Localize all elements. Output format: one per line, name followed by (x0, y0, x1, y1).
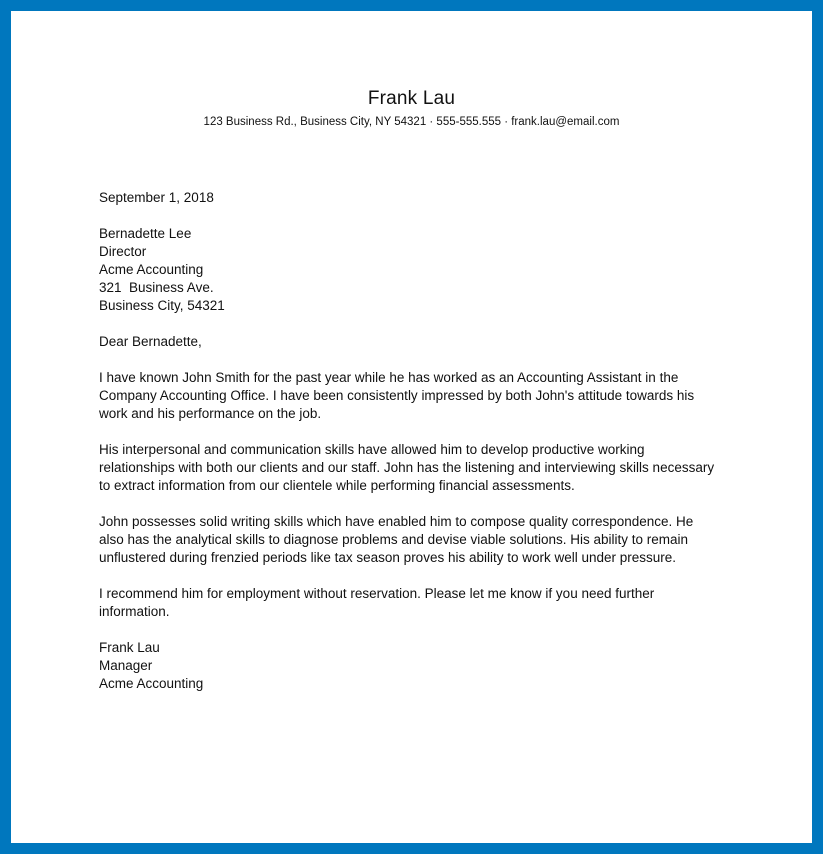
recipient-block (99, 225, 720, 315)
sender-name: Frank Lau (367, 88, 456, 109)
paragraph-1: I have known John Smith for the past year while he has worked as an Accounting Assistant in the Company Accounting Office. I have been consistently impressed by both John's attitude towards his work and his performance on the job. (99, 370, 698, 421)
paragraph-2: His interpersonal and communication skills have allowed him to develop productive working relationships with both our clients and our staff. John has the listening and interviewing skills necessary to extract information from our clientele while performing financial assessments. (99, 442, 718, 493)
salutation: Dear Bernadette, (99, 334, 202, 349)
recipient-company: Acme Accounting (99, 262, 204, 277)
recipient-street: 321 Business Ave. (99, 280, 214, 295)
signature-company: Acme Accounting (99, 676, 204, 691)
paragraph-3: John possesses solid writing skills which have enabled him to compose quality correspondence. He also has the analytical skills to diagnose problems and devise viable solutions. His ability to remain unflustered during frenzied periods like tax season proves his ability to work well under pressure. (99, 514, 698, 565)
signature-block (99, 639, 720, 693)
signature-title: Manager (99, 658, 153, 673)
recipient-city: Business City, 54321 (99, 298, 225, 313)
signature-name: Frank Lau (99, 640, 160, 655)
letter-body (11, 130, 812, 693)
recipient-title: Director (99, 244, 147, 259)
letter-date: September 1, 2018 (99, 190, 214, 205)
sender-contact-line: 123 Business Rd., Business City, NY 54321 · 555-555.555 · frank.lau@email.com (203, 116, 620, 128)
recipient-name: Bernadette Lee (99, 226, 192, 241)
letterhead (11, 11, 812, 130)
paragraph-4: I recommend him for employment without reservation. Please let me know if you need further information. (99, 586, 659, 619)
